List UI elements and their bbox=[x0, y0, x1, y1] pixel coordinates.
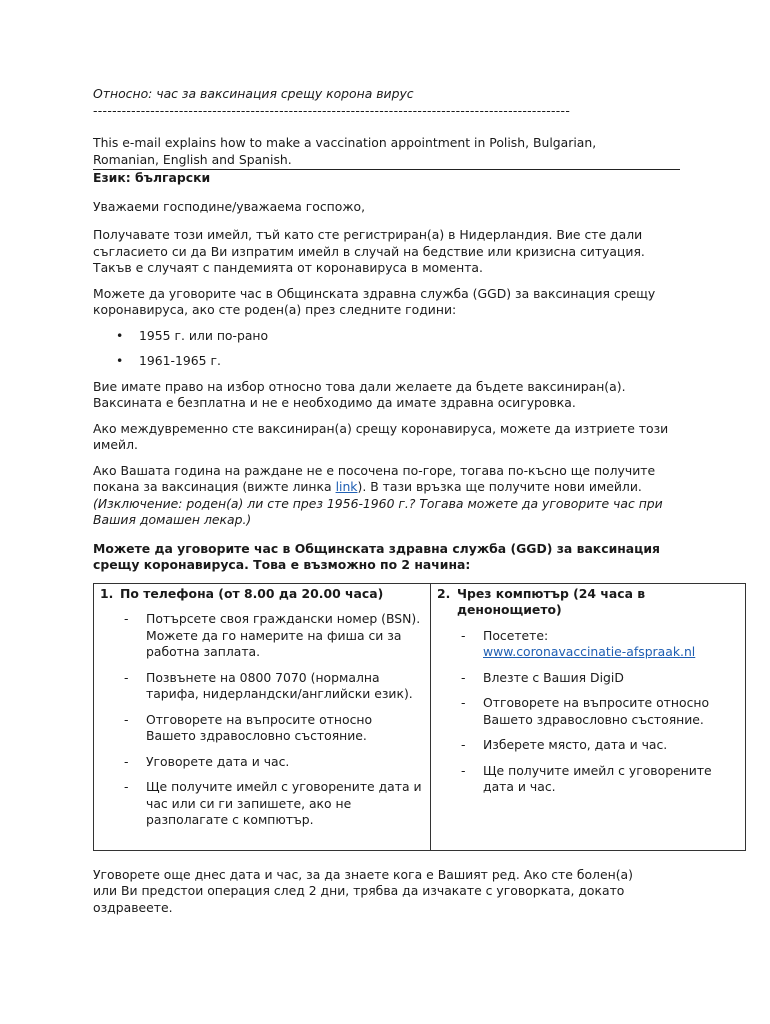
computer-method-cell bbox=[431, 583, 746, 850]
greeting: Уважаеми господине/уважаема госпожо, bbox=[93, 198, 366, 214]
paragraph-birth-year: Ако Вашата година на раждане не е посочена по-горе, тогава по-късно ще получите покана за ваксинация (вижте линка link). В тази връзка ще получите нови имейли. bbox=[93, 462, 656, 494]
invitation-link[interactable]: link bbox=[335, 479, 358, 494]
ways-heading: Можете да уговорите час в Общинската здравна служба (GGD) за ваксинация срещу коронавируса. Това е възможно по 2 начина: bbox=[93, 540, 660, 572]
language-label: Език: български bbox=[93, 170, 211, 185]
list-item: • 1955 г. или по-рано bbox=[116, 327, 269, 343]
intro-text: This e-mail explains how to make a vaccination appointment in Polish, Bulgarian, Romanian, English and Spanish. bbox=[93, 135, 597, 167]
list-item: - Ще получите имейл с уговорените дата и час или си ги запишете, ако не разполагате с компютър. bbox=[124, 779, 422, 827]
subject-line: Относно: час за ваксинация срещу корона вирус bbox=[93, 86, 414, 101]
dash-icon: - bbox=[461, 762, 466, 778]
email-body bbox=[93, 86, 712, 916]
paragraph-choice: Вие имате право на избор относно това дали желаете да бъдете ваксиниран(а). Ваксината е безплатна и не е необходимо да имате здравна осигуровка. bbox=[93, 378, 626, 410]
dash-icon: - bbox=[124, 779, 129, 794]
separator-line: ---------------------------------------------------------------------------------------------------- bbox=[93, 102, 571, 118]
list-item: - Изберете място, дата и час. bbox=[461, 737, 668, 752]
list-item: - Посетете: www.coronavaccinatie-afspraak.nl bbox=[461, 627, 696, 659]
birth-years-list bbox=[93, 328, 683, 370]
paragraph-exception: (Изключение: роден(а) ли сте през 1956-1960 г.? Тогава можете да уговорите час при Вашия домашен лекар.) bbox=[93, 495, 663, 527]
phone-method-cell bbox=[94, 583, 431, 850]
bullet-icon: • bbox=[116, 327, 124, 343]
list-item: - Потърсете своя граждански номер (BSN). Можете да го намерите на фиша си за работна заплата. bbox=[124, 611, 421, 659]
bullet-icon: • bbox=[116, 353, 124, 368]
dash-icon: - bbox=[124, 611, 129, 626]
dash-icon: - bbox=[461, 695, 466, 710]
list-item: - Отговорете на въпросите относно Вашето здравословно състояние. bbox=[461, 695, 710, 727]
computer-method-title: 2. Чрез компютър (24 часа в денонощието) bbox=[437, 585, 646, 617]
paragraph-registered: Получавате този имейл, тъй като сте регистриран(а) в Нидерландия. Вие сте дали съгласието си да Ви изпратим имейл в случай на бедствие или кризисна ситуация. Такъв е случаят с пандемията от коронавируса в момента. bbox=[93, 227, 645, 275]
paragraph-appointment: Можете да уговорите час в Общинската здравна служба (GGD) за ваксинация срещу коронавируса, ако сте роден(а) през следните години: bbox=[93, 285, 656, 317]
phone-steps-list bbox=[100, 611, 424, 829]
phone-method-title: 1. По телефона (от 8.00 да 20.00 часа) bbox=[100, 585, 384, 601]
computer-steps-list bbox=[437, 628, 739, 796]
list-item: - Отговорете на въпросите относно Вашето здравословно състояние. bbox=[124, 711, 373, 743]
list-item: - Влезте с Вашия DigiD bbox=[461, 669, 624, 685]
list-item: - Уговорете дата и час. bbox=[124, 753, 290, 769]
paragraph-already-vaccinated: Ако междувременно сте ваксиниран(а) срещу коронавируса, можете да изтриете този имейл. bbox=[93, 420, 669, 452]
dash-icon: - bbox=[461, 627, 466, 643]
dash-icon: - bbox=[461, 669, 466, 685]
list-item: - Позвънете на 0800 7070 (нормална тарифа, нидерландски/английски език). bbox=[124, 669, 413, 701]
vaccination-website-link[interactable]: www.coronavaccinatie-afspraak.nl bbox=[483, 644, 696, 659]
dash-icon: - bbox=[124, 753, 129, 769]
list-item: - Ще получите имейл с уговорените дата и час. bbox=[461, 762, 712, 794]
dash-icon: - bbox=[461, 737, 466, 752]
list-item: • 1961-1965 г. bbox=[116, 353, 221, 368]
closing-paragraph: Уговорете още днес дата и час, за да знаете кога е Вашият ред. Ако сте болен(а) или Ви предстои операция след 2 дни, трябва да изчакате с уговорката, докато оздравеете. bbox=[93, 866, 633, 915]
dash-icon: - bbox=[124, 711, 129, 727]
appointment-methods-table bbox=[93, 583, 746, 851]
dash-icon: - bbox=[124, 669, 129, 685]
